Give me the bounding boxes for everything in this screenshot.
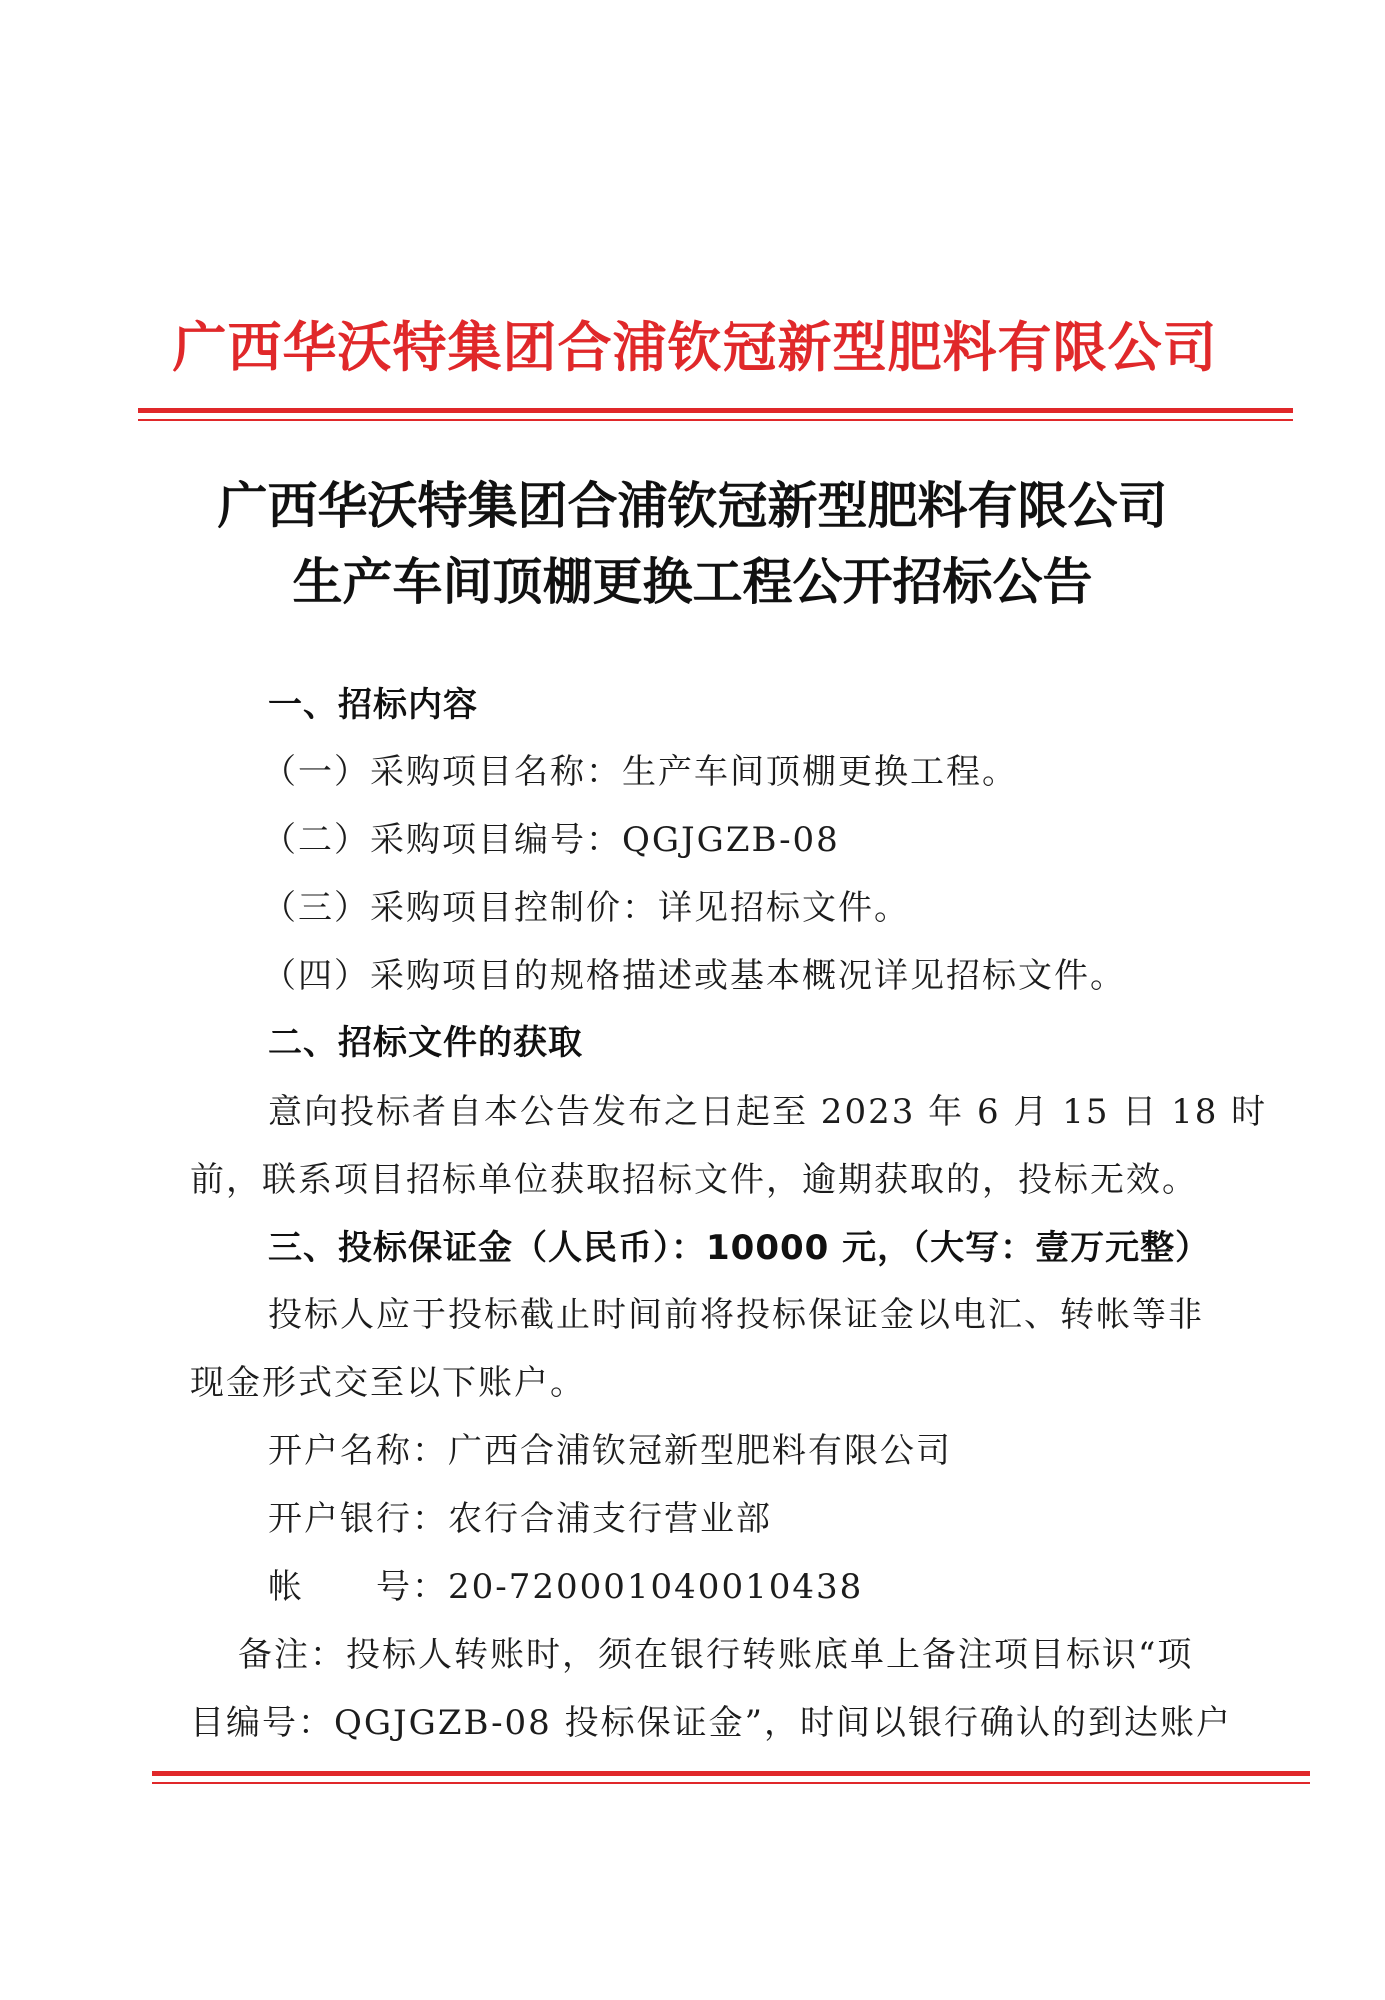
footer-rule-top — [152, 1771, 1310, 1776]
section2-paragraph-line1: 意向投标者自本公告发布之日起至 2023 年 6 月 15 日 18 时 — [268, 1092, 1268, 1132]
account-number-row — [268, 1565, 863, 1609]
section1-heading: 一、招标内容 — [268, 685, 478, 725]
letterhead-rule-bottom — [138, 419, 1293, 421]
letterhead-company-name: 广西华沃特集团合浦钦冠新型肥料有限公司 — [172, 316, 1218, 379]
account-bank: 开户银行：农行合浦支行营业部 — [268, 1499, 772, 1539]
account-number-label: 帐 号： — [268, 1567, 448, 1607]
account-number-value: 20-720001040010438 — [448, 1567, 864, 1607]
letterhead-rule-top — [138, 408, 1293, 413]
section1-item-2: （二）采购项目编号：QGJGZB-08 — [262, 820, 840, 860]
section1-item-3: （三）采购项目控制价：详见招标文件。 — [262, 888, 910, 928]
section3-paragraph-line2: 现金形式交至以下账户。 — [190, 1363, 586, 1403]
document-title-line2: 生产车间顶棚更换工程公开招标公告 — [292, 552, 1093, 611]
section2-heading: 二、招标文件的获取 — [268, 1023, 583, 1063]
note-line2: 目编号：QGJGZB-08 投标保证金”，时间以银行确认的到达账户 — [190, 1703, 1233, 1743]
section1-item-4: （四）采购项目的规格描述或基本概况详见招标文件。 — [262, 956, 1126, 996]
section1-item-1: （一）采购项目名称：生产车间顶棚更换工程。 — [262, 752, 1018, 792]
account-name: 开户名称：广西合浦钦冠新型肥料有限公司 — [268, 1431, 952, 1471]
footer-rule-bottom — [152, 1782, 1310, 1784]
section2-paragraph-line2: 前，联系项目招标单位获取招标文件，逾期获取的，投标无效。 — [190, 1160, 1198, 1200]
document-title-line1: 广西华沃特集团合浦钦冠新型肥料有限公司 — [217, 476, 1168, 535]
section3-paragraph-line1: 投标人应于投标截止时间前将投标保证金以电汇、转帐等非 — [268, 1295, 1204, 1335]
note-line1: 备注：投标人转账时，须在银行转账底单上备注项目标识“项 — [238, 1635, 1194, 1675]
section3-heading: 三、投标保证金（人民币）：10000 元，（大写：壹万元整） — [268, 1228, 1211, 1268]
